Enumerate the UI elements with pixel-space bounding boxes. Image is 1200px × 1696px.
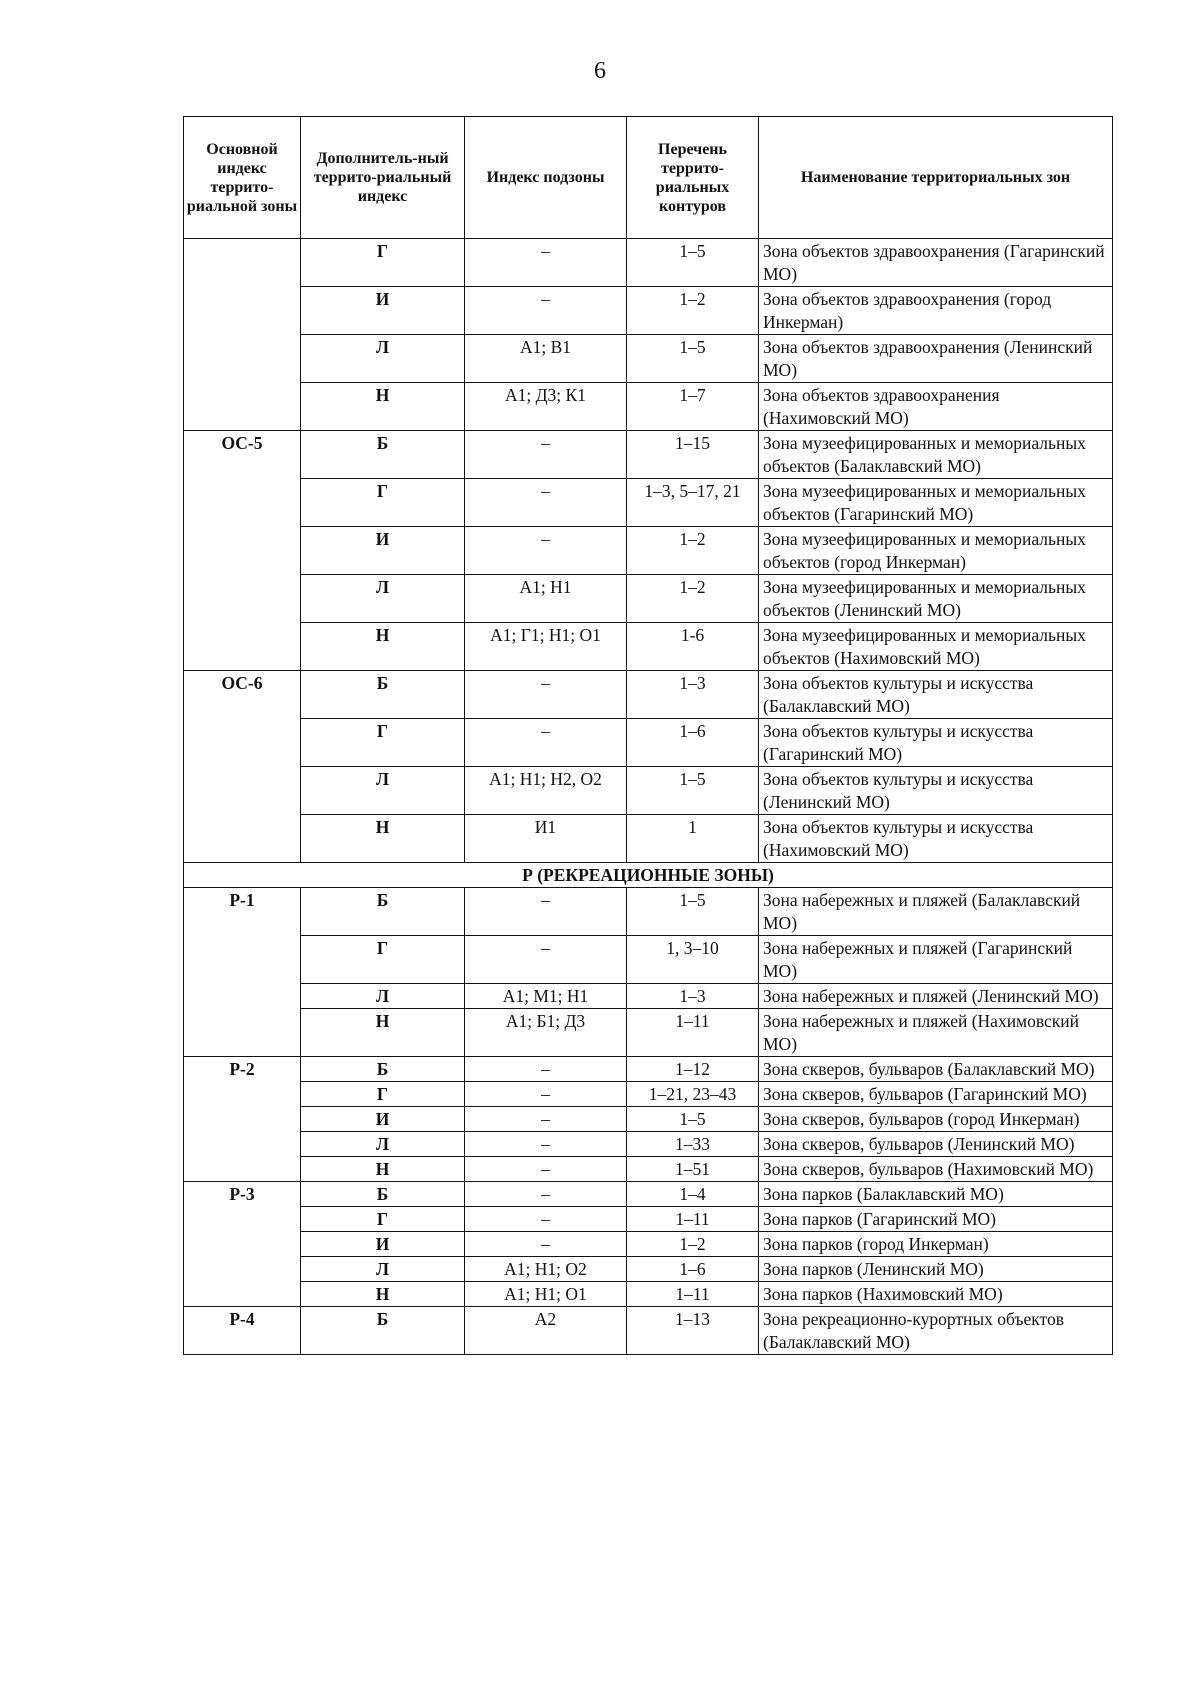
- table-row: [184, 623, 1113, 671]
- table-row: [184, 527, 1113, 575]
- additional-index-cell: Н: [301, 1282, 465, 1307]
- contours-cell: 1–3: [627, 671, 759, 719]
- contours-cell: 1–5: [627, 767, 759, 815]
- zone-name-cell: Зона набережных и пляжей (Нахимовский МО): [759, 1009, 1113, 1057]
- contours-cell: 1–51: [627, 1157, 759, 1182]
- zone-name-cell: Зона объектов здравоохранения (Ленинский МО): [759, 335, 1113, 383]
- subzone-index-cell: И1: [465, 815, 627, 863]
- contours-cell: 1–21, 23–43: [627, 1082, 759, 1107]
- contours-cell: 1–5: [627, 888, 759, 936]
- zone-name-cell: Зона рекреационно-курортных объектов (Балаклавский МО): [759, 1307, 1113, 1355]
- zone-name-cell: Зона музеефицированных и мемориальных объектов (Нахимовский МО): [759, 623, 1113, 671]
- subzone-index-cell: –: [465, 1182, 627, 1207]
- table-row: [184, 1132, 1113, 1157]
- additional-index-cell: Л: [301, 1257, 465, 1282]
- table-row: [184, 984, 1113, 1009]
- additional-index-cell: Б: [301, 671, 465, 719]
- zone-name-cell: Зона парков (Нахимовский МО): [759, 1282, 1113, 1307]
- zone-name-cell: Зона объектов культуры и искусства (Ленинский МО): [759, 767, 1113, 815]
- main-index-cell: ОС-6: [184, 671, 301, 863]
- table-row: [184, 671, 1113, 719]
- table-row: [184, 1307, 1113, 1355]
- subzone-index-cell: А1; Б1; Д3: [465, 1009, 627, 1057]
- header-additional-index: Дополнитель-ный террито-риальный индекс: [301, 117, 465, 239]
- table-header-row: [184, 117, 1113, 239]
- subzone-index-cell: А1; Н1; Н2, О2: [465, 767, 627, 815]
- contours-cell: 1-6: [627, 623, 759, 671]
- table-row: [184, 1082, 1113, 1107]
- contours-cell: 1–3, 5–17, 21: [627, 479, 759, 527]
- table-row: [184, 1107, 1113, 1132]
- table-row: [184, 335, 1113, 383]
- contours-cell: 1–5: [627, 335, 759, 383]
- subzone-index-cell: А1; М1; Н1: [465, 984, 627, 1009]
- table-row: [184, 1207, 1113, 1232]
- header-subzone-index: Индекс подзоны: [465, 117, 627, 239]
- zone-name-cell: Зона набережных и пляжей (Ленинский МО): [759, 984, 1113, 1009]
- zone-name-cell: Зона скверов, бульваров (Ленинский МО): [759, 1132, 1113, 1157]
- additional-index-cell: Н: [301, 383, 465, 431]
- main-index-cell: Р-2: [184, 1057, 301, 1182]
- zone-name-cell: Зона объектов культуры и искусства (Гагаринский МО): [759, 719, 1113, 767]
- subzone-index-cell: А1; Д3; К1: [465, 383, 627, 431]
- contours-cell: 1–11: [627, 1282, 759, 1307]
- main-index-cell: Р-3: [184, 1182, 301, 1307]
- zone-name-cell: Зона парков (город Инкерман): [759, 1232, 1113, 1257]
- additional-index-cell: Л: [301, 575, 465, 623]
- additional-index-cell: Г: [301, 239, 465, 287]
- section-title: Р (РЕКРЕАЦИОННЫЕ ЗОНЫ): [184, 863, 1113, 888]
- zone-name-cell: Зона музеефицированных и мемориальных объектов (Ленинский МО): [759, 575, 1113, 623]
- table-row: [184, 383, 1113, 431]
- table-row: [184, 287, 1113, 335]
- zone-name-cell: Зона скверов, бульваров (город Инкерман): [759, 1107, 1113, 1132]
- additional-index-cell: И: [301, 1232, 465, 1257]
- contours-cell: 1–3: [627, 984, 759, 1009]
- zone-name-cell: Зона музеефицированных и мемориальных объектов (Гагаринский МО): [759, 479, 1113, 527]
- subzone-index-cell: А1; В1: [465, 335, 627, 383]
- table-row: [184, 888, 1113, 936]
- zone-name-cell: Зона объектов культуры и искусства (Нахимовский МО): [759, 815, 1113, 863]
- additional-index-cell: Г: [301, 1207, 465, 1232]
- subzone-index-cell: –: [465, 239, 627, 287]
- subzone-index-cell: А2: [465, 1307, 627, 1355]
- zone-name-cell: Зона объектов здравоохранения (город Инкерман): [759, 287, 1113, 335]
- contours-cell: 1–2: [627, 527, 759, 575]
- additional-index-cell: Б: [301, 1182, 465, 1207]
- table-row: [184, 767, 1113, 815]
- additional-index-cell: Г: [301, 719, 465, 767]
- table-row: [184, 479, 1113, 527]
- subzone-index-cell: –: [465, 1057, 627, 1082]
- contours-cell: 1–2: [627, 1232, 759, 1257]
- additional-index-cell: Б: [301, 888, 465, 936]
- additional-index-cell: Н: [301, 815, 465, 863]
- contours-cell: 1–7: [627, 383, 759, 431]
- subzone-index-cell: –: [465, 527, 627, 575]
- main-index-cell: Р-4: [184, 1307, 301, 1355]
- additional-index-cell: Г: [301, 479, 465, 527]
- contours-cell: 1–6: [627, 719, 759, 767]
- zone-name-cell: Зона объектов культуры и искусства (Балаклавский МО): [759, 671, 1113, 719]
- contours-cell: 1–5: [627, 1107, 759, 1132]
- main-index-cell: ОС-5: [184, 431, 301, 671]
- table-row: [184, 1157, 1113, 1182]
- subzone-index-cell: –: [465, 719, 627, 767]
- table-row: [184, 431, 1113, 479]
- contours-cell: 1, 3–10: [627, 936, 759, 984]
- contours-cell: 1–5: [627, 239, 759, 287]
- contours-cell: 1–12: [627, 1057, 759, 1082]
- table-row: [184, 1057, 1113, 1082]
- additional-index-cell: Б: [301, 1307, 465, 1355]
- contours-cell: 1–15: [627, 431, 759, 479]
- additional-index-cell: Н: [301, 1009, 465, 1057]
- zone-name-cell: Зона скверов, бульваров (Нахимовский МО): [759, 1157, 1113, 1182]
- table-row: [184, 1282, 1113, 1307]
- subzone-index-cell: –: [465, 671, 627, 719]
- zone-name-cell: Зона объектов здравоохранения (Нахимовский МО): [759, 383, 1113, 431]
- main-index-cell: [184, 239, 301, 431]
- table-row: [184, 1257, 1113, 1282]
- contours-cell: 1–2: [627, 287, 759, 335]
- main-index-cell: Р-1: [184, 888, 301, 1057]
- zone-name-cell: Зона набережных и пляжей (Гагаринский МО): [759, 936, 1113, 984]
- zone-name-cell: Зона парков (Ленинский МО): [759, 1257, 1113, 1282]
- additional-index-cell: И: [301, 1107, 465, 1132]
- section-row: [184, 863, 1113, 888]
- subzone-index-cell: –: [465, 287, 627, 335]
- table-row: [184, 239, 1113, 287]
- contours-cell: 1–13: [627, 1307, 759, 1355]
- subzone-index-cell: –: [465, 479, 627, 527]
- subzone-index-cell: –: [465, 431, 627, 479]
- zones-table: [183, 116, 1113, 1355]
- additional-index-cell: Л: [301, 767, 465, 815]
- page-number: 6: [594, 58, 606, 84]
- table-row: [184, 575, 1113, 623]
- subzone-index-cell: –: [465, 1082, 627, 1107]
- zone-name-cell: Зона набережных и пляжей (Балаклавский МО): [759, 888, 1113, 936]
- additional-index-cell: Н: [301, 1157, 465, 1182]
- header-zone-name: Наименование территориальных зон: [759, 117, 1113, 239]
- subzone-index-cell: А1; Н1; О1: [465, 1282, 627, 1307]
- additional-index-cell: Б: [301, 431, 465, 479]
- subzone-index-cell: А1; Г1; Н1; О1: [465, 623, 627, 671]
- additional-index-cell: Л: [301, 984, 465, 1009]
- additional-index-cell: Н: [301, 623, 465, 671]
- table-row: [184, 1182, 1113, 1207]
- header-main-index: Основной индекс террито-риальной зоны: [184, 117, 301, 239]
- subzone-index-cell: А1; Н1; О2: [465, 1257, 627, 1282]
- zone-name-cell: Зона музеефицированных и мемориальных объектов (город Инкерман): [759, 527, 1113, 575]
- additional-index-cell: И: [301, 527, 465, 575]
- subzone-index-cell: –: [465, 888, 627, 936]
- zone-name-cell: Зона скверов, бульваров (Гагаринский МО): [759, 1082, 1113, 1107]
- table-row: [184, 815, 1113, 863]
- contours-cell: 1–33: [627, 1132, 759, 1157]
- header-contours: Перечень террито-риальных контуров: [627, 117, 759, 239]
- subzone-index-cell: –: [465, 1107, 627, 1132]
- table-row: [184, 1009, 1113, 1057]
- zone-name-cell: Зона парков (Гагаринский МО): [759, 1207, 1113, 1232]
- contours-cell: 1–4: [627, 1182, 759, 1207]
- table-row: [184, 1232, 1113, 1257]
- contours-cell: 1–2: [627, 575, 759, 623]
- subzone-index-cell: –: [465, 1157, 627, 1182]
- zone-name-cell: Зона скверов, бульваров (Балаклавский МО): [759, 1057, 1113, 1082]
- zone-name-cell: Зона парков (Балаклавский МО): [759, 1182, 1113, 1207]
- additional-index-cell: Л: [301, 1132, 465, 1157]
- additional-index-cell: Г: [301, 936, 465, 984]
- contours-cell: 1–11: [627, 1009, 759, 1057]
- contours-cell: 1–11: [627, 1207, 759, 1232]
- contours-cell: 1–6: [627, 1257, 759, 1282]
- subzone-index-cell: –: [465, 1232, 627, 1257]
- additional-index-cell: Г: [301, 1082, 465, 1107]
- additional-index-cell: Б: [301, 1057, 465, 1082]
- subzone-index-cell: –: [465, 936, 627, 984]
- subzone-index-cell: А1; Н1: [465, 575, 627, 623]
- additional-index-cell: И: [301, 287, 465, 335]
- zone-name-cell: Зона объектов здравоохранения (Гагаринский МО): [759, 239, 1113, 287]
- zone-name-cell: Зона музеефицированных и мемориальных объектов (Балаклавский МО): [759, 431, 1113, 479]
- subzone-index-cell: –: [465, 1207, 627, 1232]
- table-row: [184, 936, 1113, 984]
- table-row: [184, 719, 1113, 767]
- additional-index-cell: Л: [301, 335, 465, 383]
- subzone-index-cell: –: [465, 1132, 627, 1157]
- contours-cell: 1: [627, 815, 759, 863]
